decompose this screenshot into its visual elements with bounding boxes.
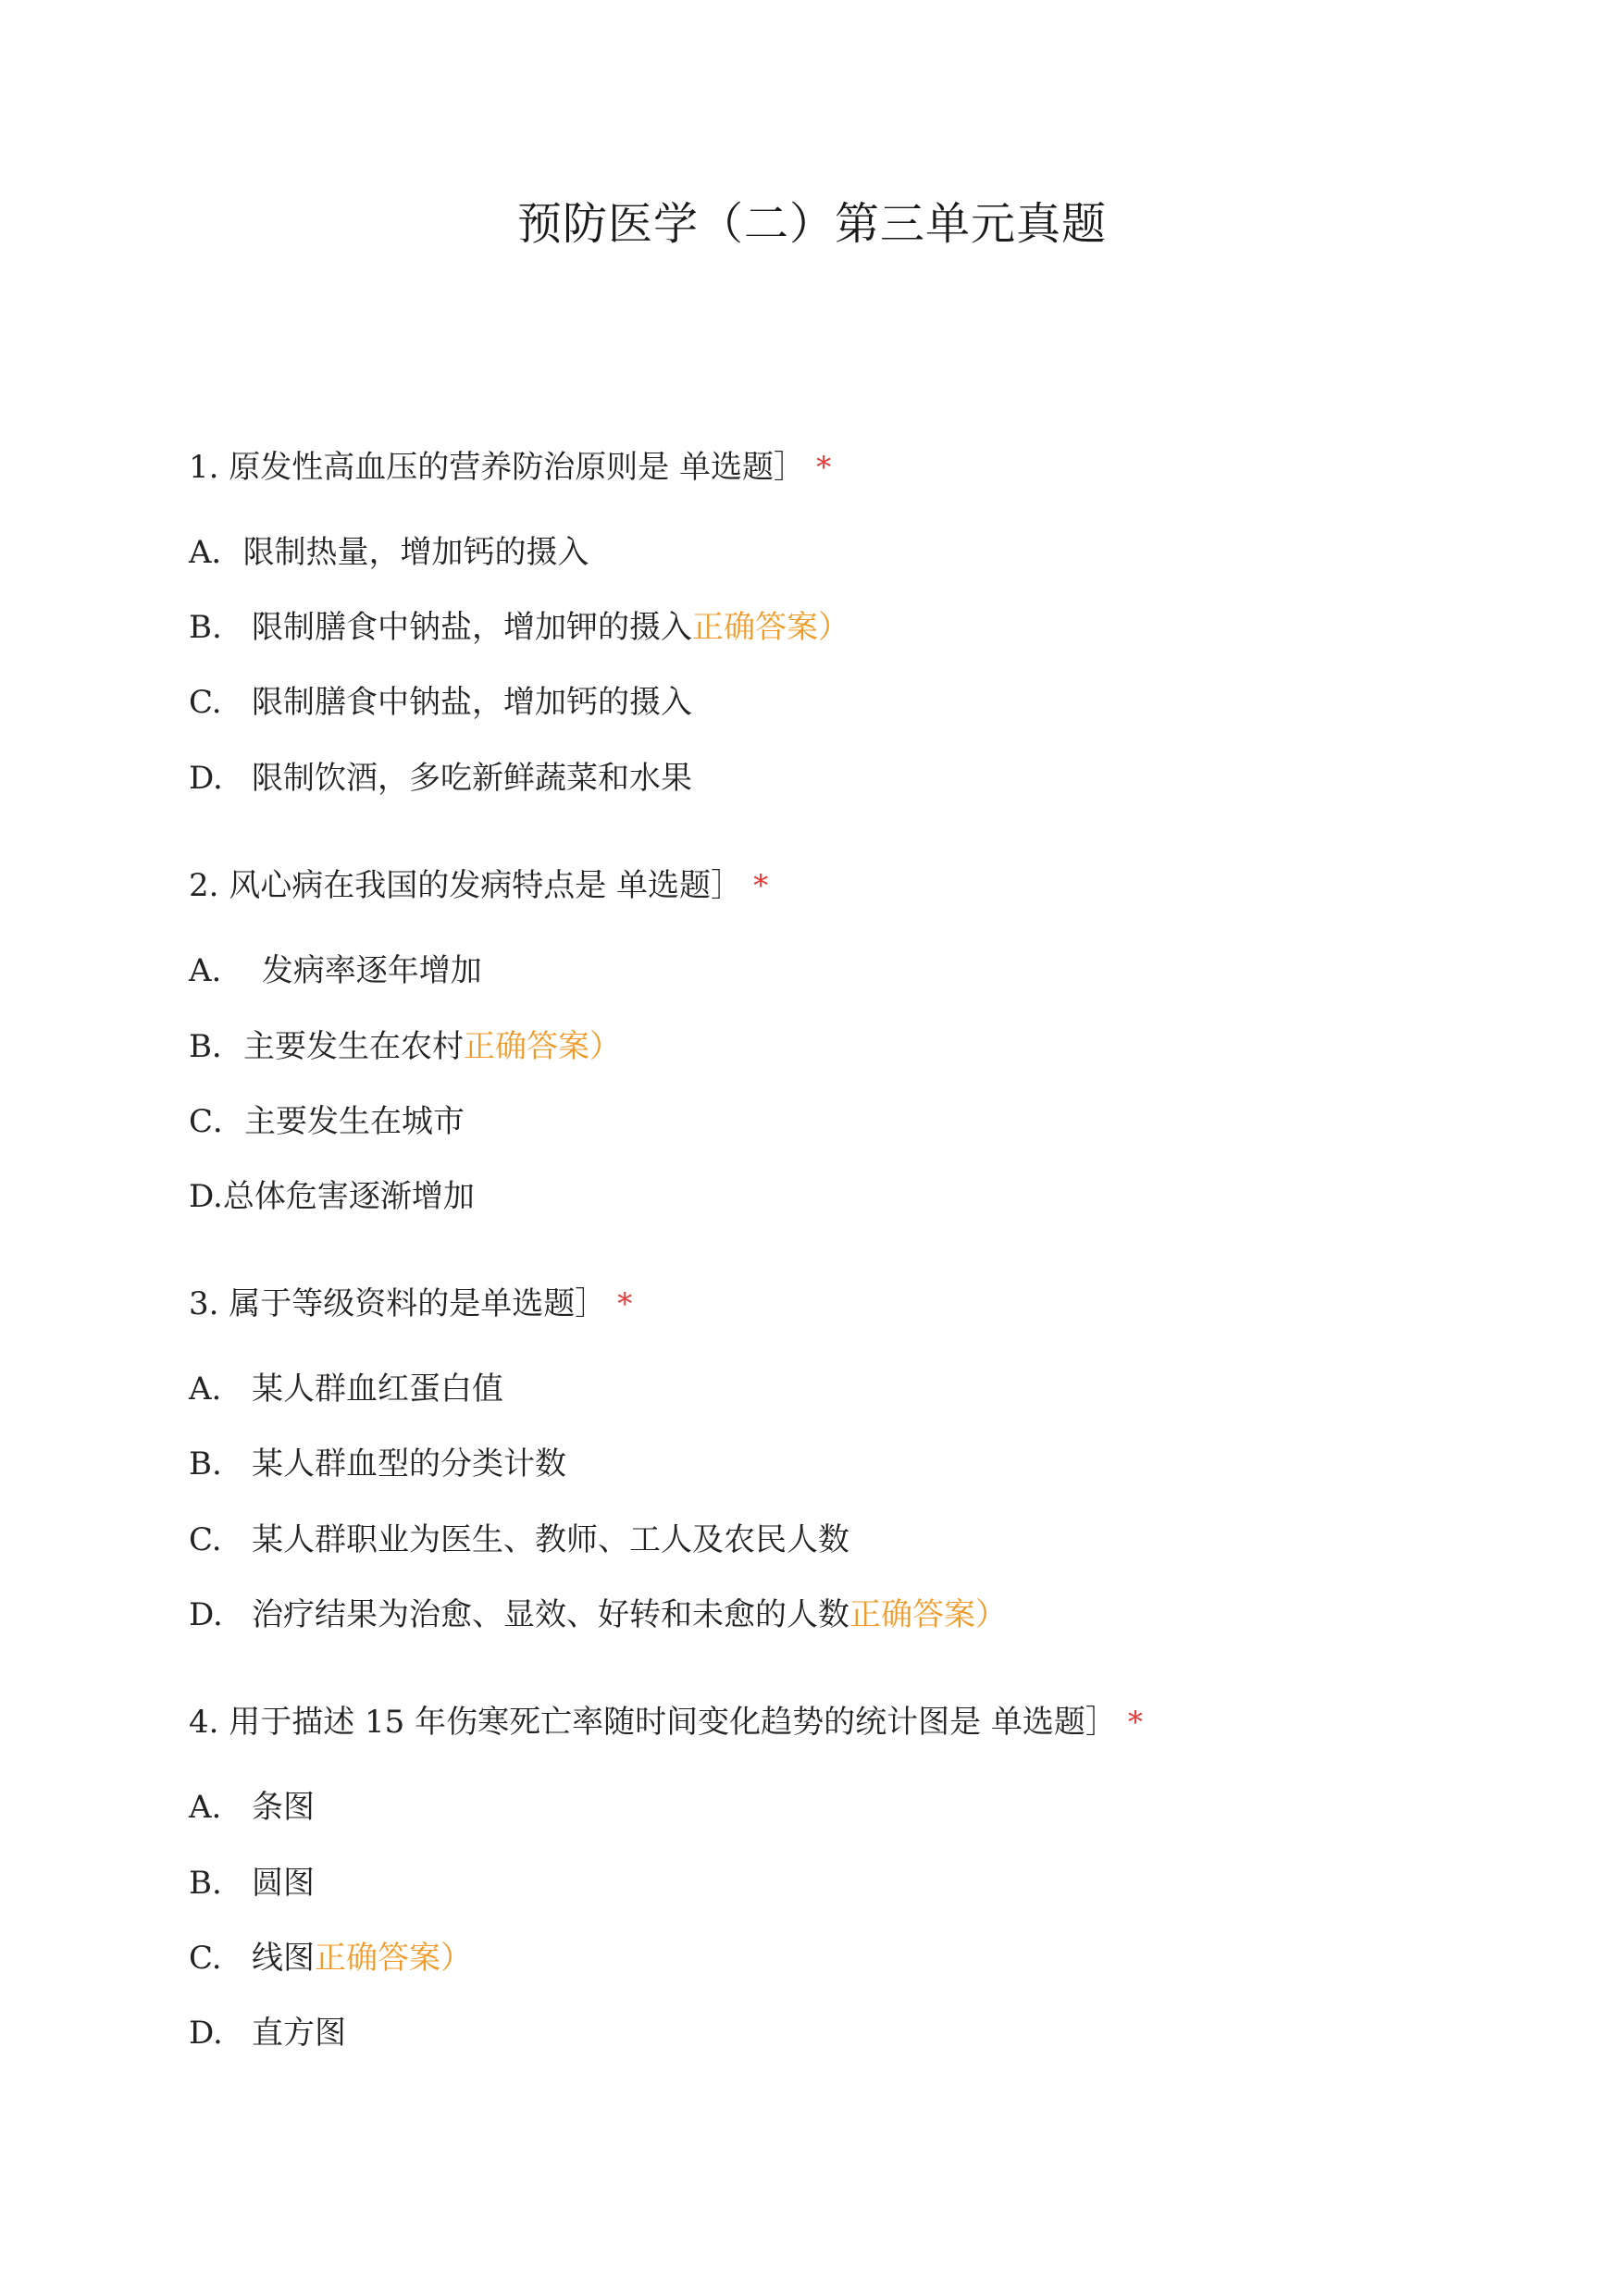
page-title: 预防医学（二）第三单元真题	[516, 198, 1107, 250]
option-text: 某人群血型的分类计数	[252, 1445, 566, 1482]
required-star-icon: *	[617, 1286, 633, 1321]
option-text: 某人群职业为医生、教师、工人及农民人数	[252, 1521, 849, 1558]
option-4a[interactable]	[189, 1784, 315, 1830]
option-letter: D.	[189, 760, 223, 797]
question-3	[189, 1281, 632, 1327]
option-2d[interactable]	[189, 1173, 475, 1220]
option-text: 限制膳食中钠盐，增加钙的摄入	[252, 684, 692, 721]
option-1d[interactable]	[189, 755, 692, 801]
option-letter: B．	[189, 1028, 243, 1065]
question-2	[189, 862, 768, 909]
question-text: 3. 属于等级资料的是单选题］	[189, 1285, 607, 1322]
option-1b[interactable]	[189, 604, 849, 651]
correct-answer-mark: 正确答案）	[464, 1028, 621, 1065]
option-letter: D.	[189, 1178, 223, 1215]
option-text: 主要发生在城市	[244, 1103, 465, 1140]
option-3a[interactable]	[189, 1366, 503, 1412]
option-text: 条图	[252, 1789, 315, 1826]
option-text: 总体危害逐渐增加	[222, 1178, 475, 1215]
option-text: 主要发生在农村	[243, 1028, 464, 1065]
option-1a[interactable]	[189, 529, 589, 576]
option-letter: A.	[189, 952, 222, 989]
option-3b[interactable]	[189, 1441, 566, 1487]
option-2c[interactable]	[189, 1098, 465, 1145]
option-letter: C．	[189, 1103, 245, 1140]
option-letter: A.	[189, 1789, 222, 1826]
option-text: 限制饮酒，多吃新鲜蔬菜和水果	[252, 760, 692, 797]
option-4c[interactable]	[189, 1935, 472, 1981]
option-2b[interactable]	[189, 1023, 621, 1070]
required-star-icon: *	[1127, 1705, 1143, 1740]
option-1c[interactable]	[189, 679, 692, 726]
required-star-icon: *	[816, 450, 832, 485]
correct-answer-mark: 正确答案）	[692, 609, 849, 646]
question-text: 2. 风心病在我国的发病特点是 单选题］	[189, 867, 743, 904]
option-text: 圆图	[252, 1865, 315, 1902]
correct-answer-mark: 正确答案）	[315, 1940, 472, 1977]
option-3c[interactable]	[189, 1517, 849, 1563]
question-1	[189, 444, 831, 490]
option-text: 发病率逐年增加	[252, 952, 482, 989]
option-letter: D.	[189, 1596, 223, 1633]
question-text: 4. 用于描述 15 年伤寒死亡率随时间变化趋势的统计图是 单选题］	[189, 1704, 1117, 1741]
correct-answer-mark: 正确答案）	[849, 1596, 1007, 1633]
required-star-icon: *	[753, 868, 769, 903]
option-text: 限制热量，增加钙的摄入	[242, 534, 589, 571]
option-text: 限制膳食中钠盐，增加钾的摄入	[252, 609, 692, 646]
option-2a[interactable]	[189, 948, 482, 994]
option-letter: C.	[189, 1521, 222, 1558]
option-letter: C.	[189, 684, 222, 721]
option-letter: B.	[189, 1865, 222, 1902]
option-letter: A．	[189, 534, 243, 571]
option-letter: C.	[189, 1940, 222, 1977]
option-3d[interactable]	[189, 1592, 1007, 1638]
question-4	[189, 1699, 1143, 1745]
option-text: 某人群血红蛋白值	[252, 1371, 503, 1408]
option-text: 线图	[252, 1940, 315, 1977]
question-text: 1. 原发性高血压的营养防治原则是 单选题］	[189, 449, 806, 486]
option-text: 直方图	[252, 2015, 346, 2052]
option-4b[interactable]	[189, 1860, 315, 1906]
option-4d[interactable]	[189, 2010, 346, 2056]
option-letter: B.	[189, 1445, 222, 1482]
option-letter: B.	[189, 609, 222, 646]
option-text: 治疗结果为治愈、显效、好转和未愈的人数	[252, 1596, 849, 1633]
option-letter: D.	[189, 2015, 223, 2052]
option-letter: A.	[189, 1371, 222, 1408]
